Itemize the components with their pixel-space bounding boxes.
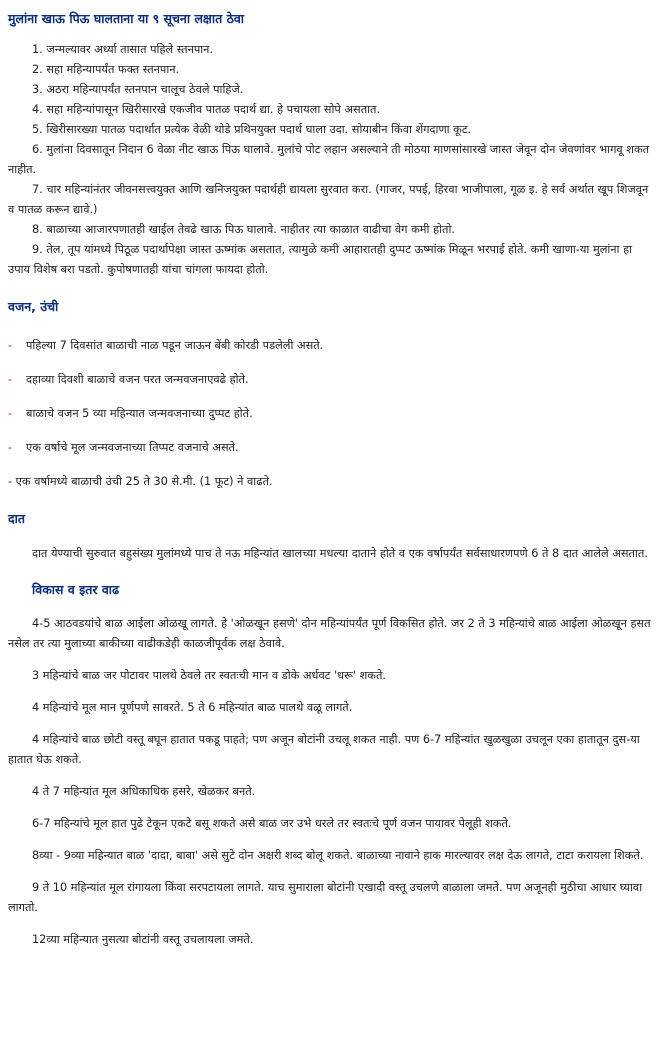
heading-weight: वजन, उंची (8, 299, 59, 314)
dash-bullet: - (8, 373, 13, 386)
heading-teeth: दात (8, 511, 26, 526)
development-point: 3 महिन्यांचे बाळ जर पोटावर पालथे ठेवले तर स्वतःची मान व डोके अर्धवट 'धरू' शकते. (32, 669, 386, 682)
weight-point: दहाव्या दिवशी बाळाचे वजन परत जन्मवजनाएवढे होते. (26, 373, 249, 386)
development-point: 4 महिन्यांचे बाळ छोटी वस्तू बघून हातात पकडू पाहते; पण अजून बोटांनी उचलू शकत नाही. पण 6-7 महिन्यांत खुळखुळा उचलून एका हातातून दुस-या हातात घेऊ शकते. (8, 733, 640, 766)
dash-bullet: - (8, 339, 13, 352)
feeding-tip: 1. जन्मल्यावर अर्ध्या तासात पहिले स्तनपान. (32, 43, 214, 56)
list-item (8, 404, 657, 424)
weight-point: बाळाचे वजन 5 व्या महिन्यात जन्मवजनाच्या दुप्पट होते. (26, 407, 253, 420)
feeding-tip: 4. सहा महिन्यांपासून खिरीसारखे एकजीव पातळ पदार्थ द्या. हे पचायला सोपे असतात. (32, 103, 381, 116)
dash-bullet: - (8, 407, 13, 420)
development-point: 6-7 महिन्यांचे मूल हात पुढे टेकून एकटे बसू शकते असे बाळ जर उभे धरले तर स्वतःचे पूर्ण वजन पायावर पेलूही शकते. (32, 817, 512, 830)
teeth-paragraph: दात येण्याची सुरुवात बहुसंख्य मुलांमध्ये पाच ते नऊ महिन्यांत खालच्या मधल्या दाताने होते व एक वर्षापर्यंत सर्वसाधारणपणे 6 ते 8 दात आलेले असतात. (32, 547, 648, 560)
weight-point: पहिल्या 7 दिवसांत बाळाची नाळ पडून जाऊन बेंबी कोरडी पडलेली असते. (26, 339, 324, 352)
development-point: 8व्या - 9व्या महिन्यात बाळ 'दादा, बाबा' असे सुटे दोन अक्षरी शब्द बोलू शकते. बाळाच्या नावाने हाक मारल्यावर लक्ष देऊ लागते, टाटा करायला शिकते. (32, 849, 644, 862)
list-item (8, 438, 657, 458)
feeding-tip: 6. मुलांना दिवसातून निदान 6 वेळा नीट खाऊ पिऊ घालावे. मुलांचे पोट लहान असल्याने ती मोठया माणसांसारखे जास्त जेवून दोन जेवणांवर भागवू शकत नाहीत. (8, 143, 650, 176)
development-list (8, 614, 657, 950)
list-item (8, 370, 657, 390)
heading-feeding: मुलांना खाऊ पिऊ घालताना या ९ सूचना लक्षात ठेवा (8, 11, 245, 26)
development-point: 4-5 आठवडयांचे बाळ आईला ओळखू लागते. हे 'ओळखून हसणे' दोन महिन्यांपर्यंत पूर्ण विकसित होते. जर 2 ते 3 महिन्यांचे बाळ आईला ओळखून हसत नसेल तर त्या मुलाच्या बाकीच्या वाढीकडेही काळजीपूर्वक लक्ष ठेवावे. (8, 617, 651, 650)
feeding-tip: 2. सहा महिन्यापर्यंत फक्त स्तनपान. (32, 63, 180, 76)
feeding-tip: 9. तेल, तूप यांमध्ये पिठूळ पदार्थापेक्षा जास्त ऊष्मांक असतात, त्यामुळे कमी आहारातही दुप्पट ऊष्मांक मिळून भरपाई होते. कमी खाणा-या मुलांना हा उपाय विशेष बरा पडतो. कुपोषणातही यांचा चांगला फायदा होतो. (8, 243, 632, 276)
weight-list (8, 336, 657, 492)
teeth-section (8, 544, 657, 564)
development-point: 4 महिन्यांचे मूल मान पूर्णपणे सावरते. 5 ते 6 महिन्यांत बाळ पालथे वळू लागते. (32, 701, 353, 714)
feeding-tip: 8. बाळाच्या आजारपणातही खाईल तेवढे खाऊ पिऊ घालावे. नाहीतर त्या काळात वाढीचा वेग कमी होतो. (32, 223, 455, 236)
list-item (8, 336, 657, 356)
feeding-tip: 7. चार महिन्यांनंतर जीवनसत्त्वयुक्त आणि खनिजयुक्त पदार्थही द्यायला सुरवात करा. (गाजर, पपई, हिरवा भाजीपाला, गूळ इ. हे सर्व अर्थात खूप शिजवून व पातळ करून द्यावे.) (8, 183, 649, 216)
dash-bullet: - (8, 441, 13, 454)
development-point: 4 ते 7 महिन्यांत मूल अधिकाधिक हसरे, खेळकर बनते. (32, 785, 256, 798)
weight-point: एक वर्षाचे मूल जन्मवजनाच्या तिप्पट वजनाचे असते. (26, 441, 239, 454)
development-point: 9 ते 10 महिन्यांत मूल रांगायला किंवा सरपटायला लागते. याच सुमाराला बोटांनी एखादी वस्तू उचलणे बाळाला जमते. पण अजूनही मुठीचा आधार घ्यावा लागतो. (8, 881, 643, 914)
heading-development: विकास व इतर वाढ (32, 582, 120, 597)
feeding-tips-list (8, 40, 657, 280)
feeding-tip: 3. अठरा महिन्यापर्यंत स्तनपान चालूच ठेवले पाहिजे. (32, 83, 244, 96)
feeding-tip: 5. खिरीसारख्या पातळ पदार्थात प्रत्येक वेळी थोडे प्रथिनयुक्त पदार्थ घाला उदा. सोयाबीन किंवा शेंगदाणा कूट. (32, 123, 472, 136)
development-point: 12व्या महिन्यात नुसत्या बोटांनी वस्तू उचलायला जमते. (32, 933, 254, 946)
weight-point-height: - एक वर्षामध्ये बाळाची उंची 25 ते 30 से.मी. (1 फूट) ने वाढते. (8, 475, 273, 488)
